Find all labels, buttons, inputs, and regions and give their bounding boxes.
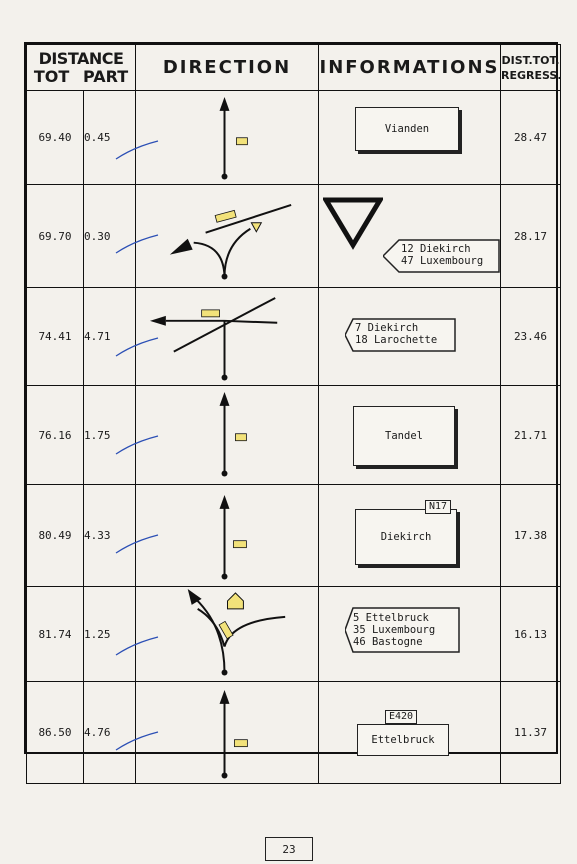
sign-line: 18 Larochette [355,333,438,346]
distance-header [27,45,136,91]
info-cell [319,386,501,484]
info-cell [319,185,501,287]
page-number: 23 [265,837,313,861]
info-cell [319,484,501,586]
part-cell [84,91,136,185]
direction-cell [136,185,319,287]
sign-line: 12 Diekirch [401,243,471,256]
info-cell [319,91,501,185]
sign-line: 7 Diekirch [355,321,419,334]
give-way-triangle-icon [323,197,383,251]
part-cell [84,484,136,586]
roadbook-table [26,44,561,784]
straight-arrow-icon [136,485,318,586]
regress-cell: 17.38 [501,484,561,586]
straight-arrow-icon [136,682,318,783]
fork-left-arrow-icon [136,185,318,286]
tot-cell: 86.50 [27,681,84,783]
regress-label-1: DIST.TOT. [501,53,560,67]
sign-text: Vianden [384,123,430,135]
part-value: 0.30 [84,229,111,243]
tot-cell: 81.74 [27,587,84,681]
direction-cell [136,484,319,586]
direction-cell [136,587,319,681]
part-cell [84,185,136,287]
direction-sign [353,406,455,466]
tot-label: TOT [33,66,70,86]
road-number-badge: E420 [385,710,417,724]
direction-header: DIRECTION [136,45,319,91]
sign-line: 47 Luxembourg [401,255,484,268]
regress-header [501,45,561,91]
part-value: 4.76 [84,725,111,739]
header-row [27,45,561,91]
part-cell [84,587,136,681]
sign-text: Diekirch [380,530,432,543]
fork-left-arrow-icon [136,587,318,680]
tot-cell: 74.41 [27,287,84,385]
regress-cell: 28.47 [501,91,561,185]
sign-text: Tandel [385,430,423,443]
direction-sign [383,239,501,273]
left-turn-crossing-icon [136,288,318,385]
part-cell [84,287,136,385]
direction-cell [136,681,319,783]
table-row [27,681,561,783]
roadbook-sheet [24,42,562,754]
regress-cell: 28.17 [501,185,561,287]
part-value: 4.33 [84,529,111,543]
regress-cell: 23.46 [501,287,561,385]
part-value: 1.75 [84,428,111,442]
regress-cell: 21.71 [501,386,561,484]
direction-sign [355,509,457,565]
part-cell [84,386,136,484]
direction-cell [136,91,319,185]
direction-sign [357,724,449,756]
informations-header: INFORMATIONS [319,45,501,91]
sign-text: Ettelbruck [371,733,435,746]
direction-sign [345,318,457,352]
sign-line: 35 Luxembourg [353,624,436,637]
info-cell [319,681,501,783]
part-value: 4.71 [84,330,111,344]
part-value: 0.45 [84,131,111,145]
distance-label: DISTANCE [38,48,124,68]
table-row [27,185,561,287]
regress-cell: 16.13 [501,587,561,681]
table-row [27,484,561,586]
road-number-badge: N17 [425,500,451,514]
regress-cell: 11.37 [501,681,561,783]
info-cell [319,587,501,681]
part-cell [84,681,136,783]
direction-cell [136,386,319,484]
regress-label-2: REGRESS. [501,68,562,82]
info-cell [319,287,501,385]
tot-cell: 76.16 [27,386,84,484]
table-row [27,386,561,484]
tot-cell: 69.40 [27,91,84,185]
tot-cell: 69.70 [27,185,84,287]
table-row [27,287,561,385]
part-label: PART [82,66,129,86]
sign-line: 5 Ettelbruck [353,612,429,625]
direction-cell [136,287,319,385]
direction-sign [355,107,459,151]
sign-line: 46 Bastogne [353,636,423,649]
table-row [27,587,561,681]
straight-arrow-icon [136,386,318,483]
straight-arrow-icon [136,91,318,184]
part-value: 1.25 [84,627,111,641]
table-row [27,91,561,185]
tot-cell: 80.49 [27,484,84,586]
direction-sign [345,607,461,653]
